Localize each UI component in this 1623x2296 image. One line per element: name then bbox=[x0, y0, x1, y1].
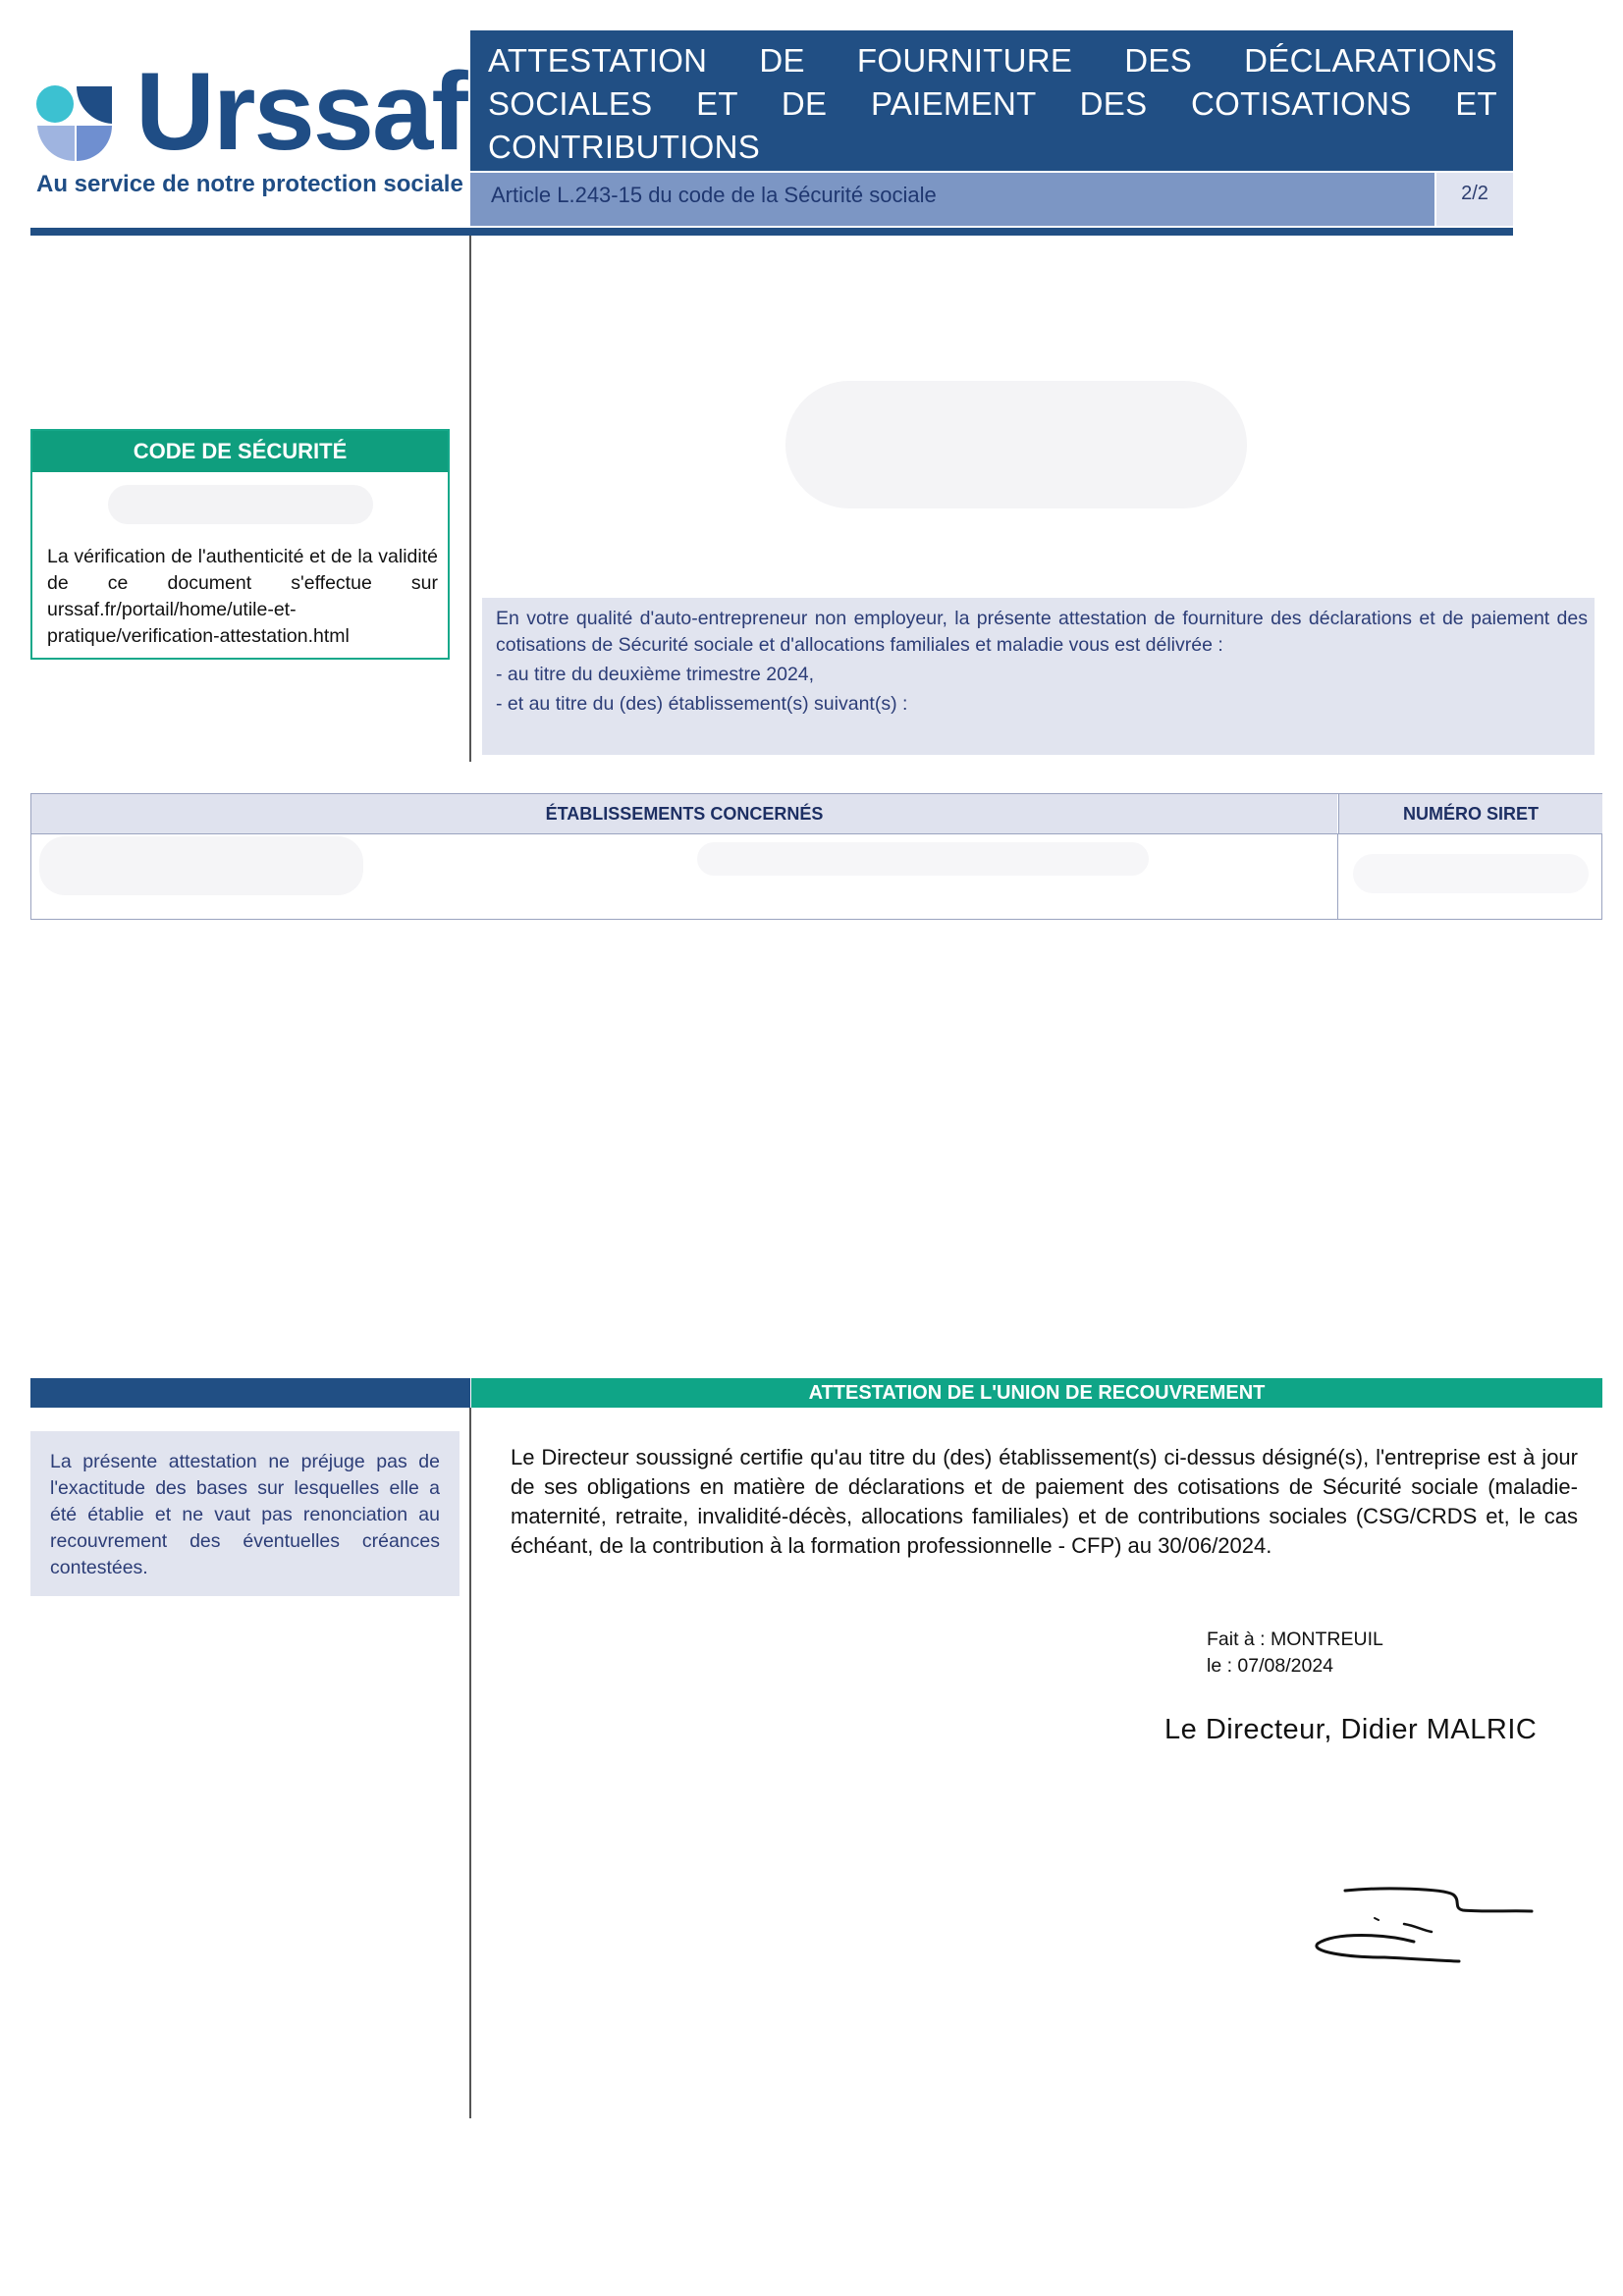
handwritten-signature bbox=[1306, 1875, 1542, 1983]
table-column-separator bbox=[1337, 833, 1338, 919]
security-code-heading: CODE DE SÉCURITÉ bbox=[32, 431, 448, 472]
certification-text: Le Directeur soussigné certifie qu'au titre du (des) établissement(s) ci-dessus désigné(s), l'entreprise est à jour de ses obligations en matière de déclarations et de paiement des cotisations de Sécurité sociale (maladie-maternité, retraite, invalidité-décès, allocations familiales) et de contributions sociales (CSG/CRDS et, le cas échéant, de la contribution à la formation professionnelle - CFP) au 30/06/2024. bbox=[511, 1445, 1578, 1558]
redacted-siret bbox=[1353, 854, 1589, 893]
disclaimer-text: La présente attestation ne préjuge pas de l'exactitude des bases sur lesquelles elle a été établie et ne vaut pas renonciation au recouvrement des éventuelles créances contestées. bbox=[50, 1451, 440, 1578]
article-reference: Article L.243-15 du code de la Sécurité sociale bbox=[491, 183, 937, 207]
intro-item-period: - au titre du deuxième trimestre 2024, bbox=[496, 664, 815, 685]
table-header-establishments: ÉTABLISSEMENTS CONCERNÉS bbox=[31, 794, 1337, 834]
intro-item-establishments: - et au titre du (des) établissement(s) suivant(s) : bbox=[496, 693, 908, 715]
logo-wordmark: Urssaf bbox=[135, 50, 466, 173]
lower-left-bar bbox=[30, 1378, 470, 1408]
verification-text: La vérification de l'authenticité et de la validité de ce document s'effectue sur urssaf.fr/portail/home/utile-et-pratique/verification-attestation.html bbox=[47, 546, 438, 647]
redacted-establishment-address bbox=[697, 842, 1149, 876]
redacted-establishment-name bbox=[39, 836, 363, 895]
union-attestation-heading: ATTESTATION DE L'UNION DE RECOUVREMENT bbox=[471, 1378, 1602, 1408]
vertical-divider-top bbox=[469, 236, 471, 762]
table-header-siret: NUMÉRO SIRET bbox=[1338, 794, 1602, 834]
issue-place: Fait à : MONTREUIL bbox=[1207, 1629, 1383, 1650]
redacted-security-code bbox=[108, 485, 373, 524]
document-title: ATTESTATION DE FOURNITURE DES DÉCLARATIONS SOCIALES ET DE PAIEMENT DES COTISATIONS ET CONTRIBUTIONS bbox=[488, 42, 1497, 165]
intro-paragraph: En votre qualité d'auto-entrepreneur non employeur, la présente attestation de fourniture des déclarations et de paiement des cotisations de Sécurité sociale et d'allocations familiales et maladie vous est délivrée : bbox=[496, 608, 1588, 656]
redacted-address bbox=[785, 381, 1247, 508]
logo-tagline: Au service de notre protection sociale bbox=[36, 171, 463, 197]
urssaf-logo-icon bbox=[35, 84, 114, 163]
signatory-name: Le Directeur, Didier MALRIC bbox=[1164, 1714, 1538, 1745]
page-number: 2/2 bbox=[1461, 183, 1488, 204]
vertical-divider-bottom bbox=[469, 1408, 471, 2118]
header-rule bbox=[30, 228, 1513, 236]
issue-date: le : 07/08/2024 bbox=[1207, 1655, 1334, 1677]
